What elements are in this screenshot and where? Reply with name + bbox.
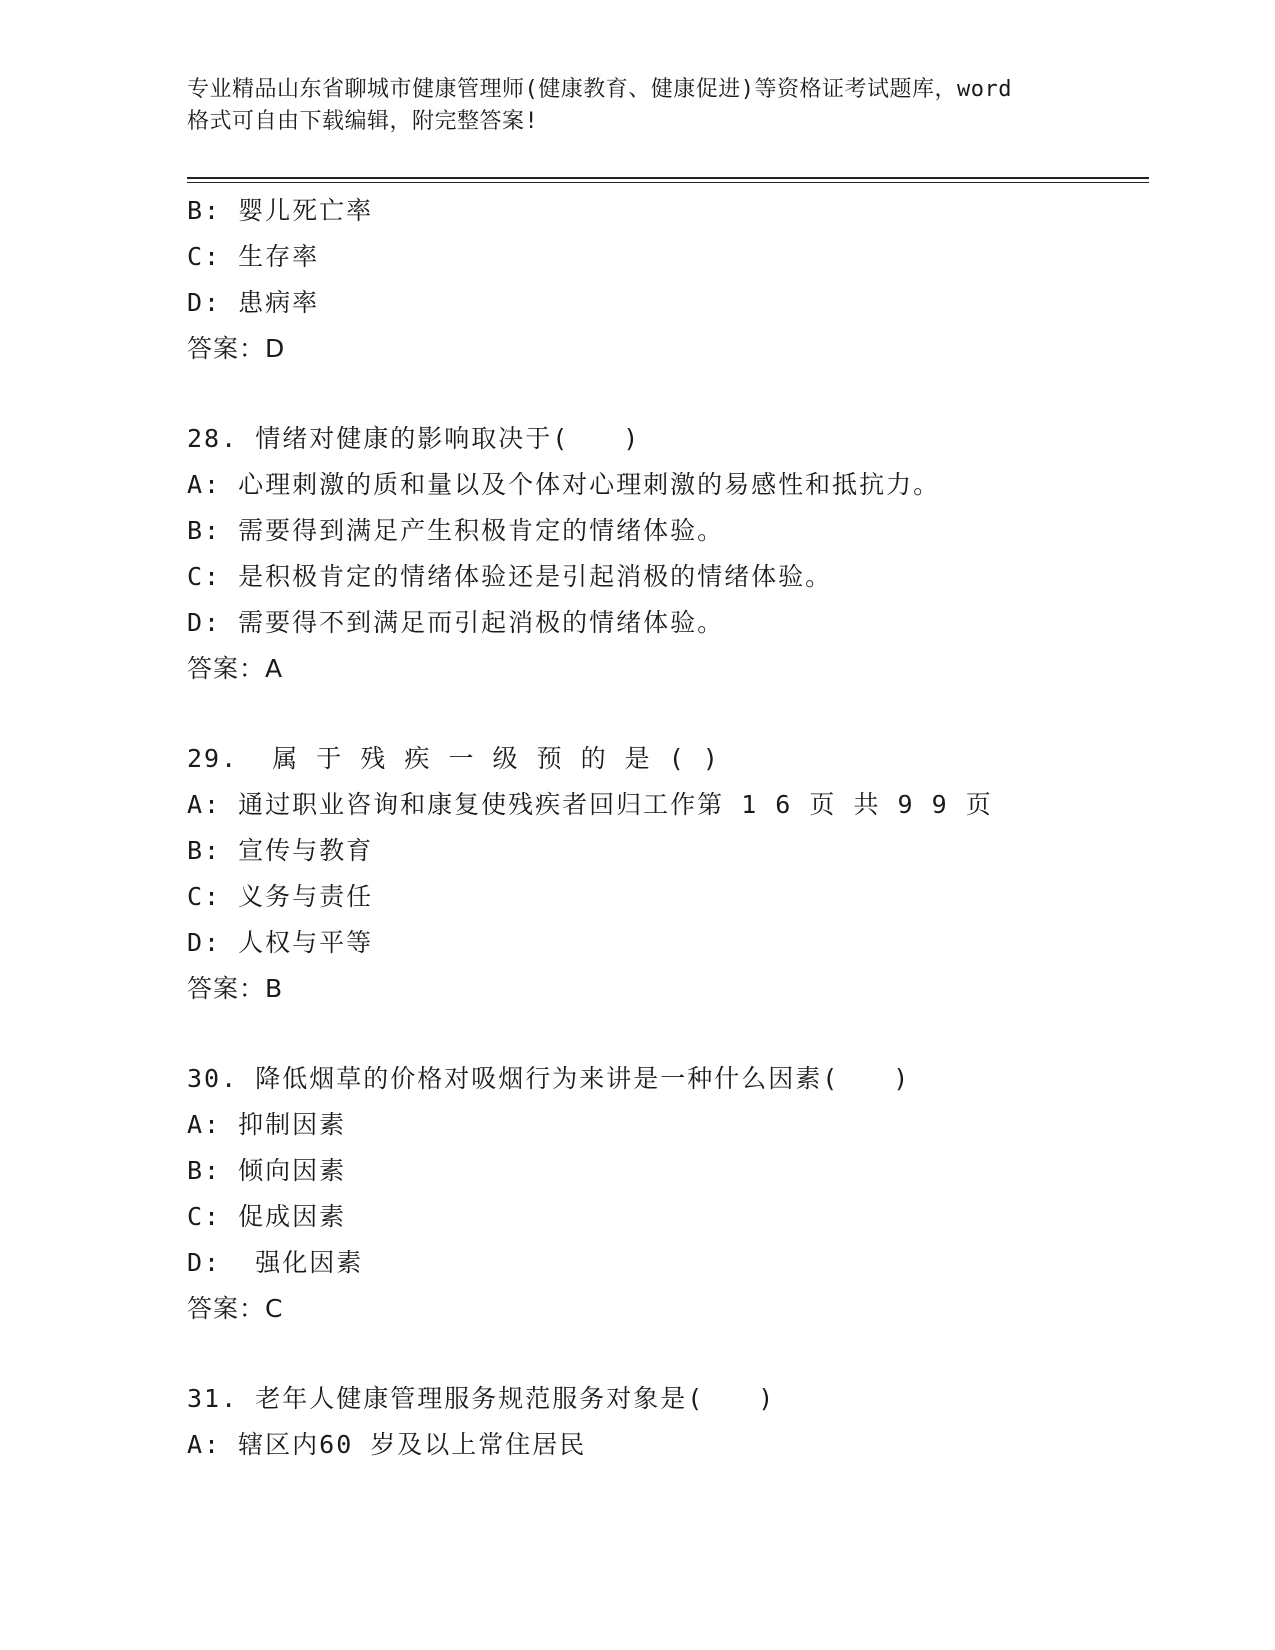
question-list bbox=[187, 188, 1147, 1468]
answer-line: 答案：A bbox=[187, 654, 284, 683]
spacer bbox=[187, 692, 1147, 736]
answer-line: 答案：C bbox=[187, 1294, 284, 1323]
answer-line: 答案：D bbox=[187, 334, 286, 363]
option-b: B: 需要得到满足产生积极肯定的情绪体验。 bbox=[187, 516, 725, 545]
option-b: B: 倾向因素 bbox=[187, 1156, 347, 1185]
question-stem: 28. 情绪对健康的影响取决于( ) bbox=[187, 424, 641, 453]
spacer bbox=[187, 1012, 1147, 1056]
option-a: A: 抑制因素 bbox=[187, 1110, 347, 1139]
option-a: A: 辖区内60 岁及以上常住居民 bbox=[187, 1430, 587, 1459]
option-c: C: 义务与责任 bbox=[187, 882, 374, 911]
option-d: D: 患病率 bbox=[187, 288, 320, 317]
option-d: D: 需要得不到满足而引起消极的情绪体验。 bbox=[187, 608, 725, 637]
question-29 bbox=[187, 736, 1147, 1012]
question-stem: 29. 属 于 残 疾 一 级 预 的 是 ( ) bbox=[187, 744, 720, 773]
option-a: A: 心理刺激的质和量以及个体对心理刺激的易感性和抵抗力。 bbox=[187, 470, 941, 499]
question-stem: 30. 降低烟草的价格对吸烟行为来讲是一种什么因素( ) bbox=[187, 1064, 911, 1093]
spacer bbox=[187, 1332, 1147, 1376]
page-header bbox=[187, 74, 1087, 138]
option-c: C: 是积极肯定的情绪体验还是引起消极的情绪体验。 bbox=[187, 562, 833, 591]
question-31 bbox=[187, 1376, 1147, 1468]
header-line-1: 专业精品山东省聊城市健康管理师(健康教育、健康促进)等资格证考试题库，word bbox=[187, 77, 1012, 102]
question-stem: 31. 老年人健康管理服务规范服务对象是( ) bbox=[187, 1384, 776, 1413]
header-divider-thick bbox=[187, 177, 1149, 179]
spacer bbox=[187, 372, 1147, 416]
option-b: B: 宣传与教育 bbox=[187, 836, 374, 865]
option-b: B: 婴儿死亡率 bbox=[187, 196, 374, 225]
option-c: C: 促成因素 bbox=[187, 1202, 347, 1231]
option-d: D: 强化因素 bbox=[187, 1248, 364, 1277]
header-line-2: 格式可自由下载编辑，附完整答案! bbox=[187, 109, 539, 134]
option-c: C: 生存率 bbox=[187, 242, 320, 271]
option-d: D: 人权与平等 bbox=[187, 928, 374, 957]
question-30 bbox=[187, 1056, 1147, 1332]
answer-line: 答案：B bbox=[187, 974, 284, 1003]
question-27-tail bbox=[187, 188, 1147, 372]
question-28 bbox=[187, 416, 1147, 692]
header-divider-thin bbox=[187, 182, 1149, 183]
option-a: A: 通过职业咨询和康复使残疾者回归工作第 1 6 页 共 9 9 页 bbox=[187, 790, 993, 819]
